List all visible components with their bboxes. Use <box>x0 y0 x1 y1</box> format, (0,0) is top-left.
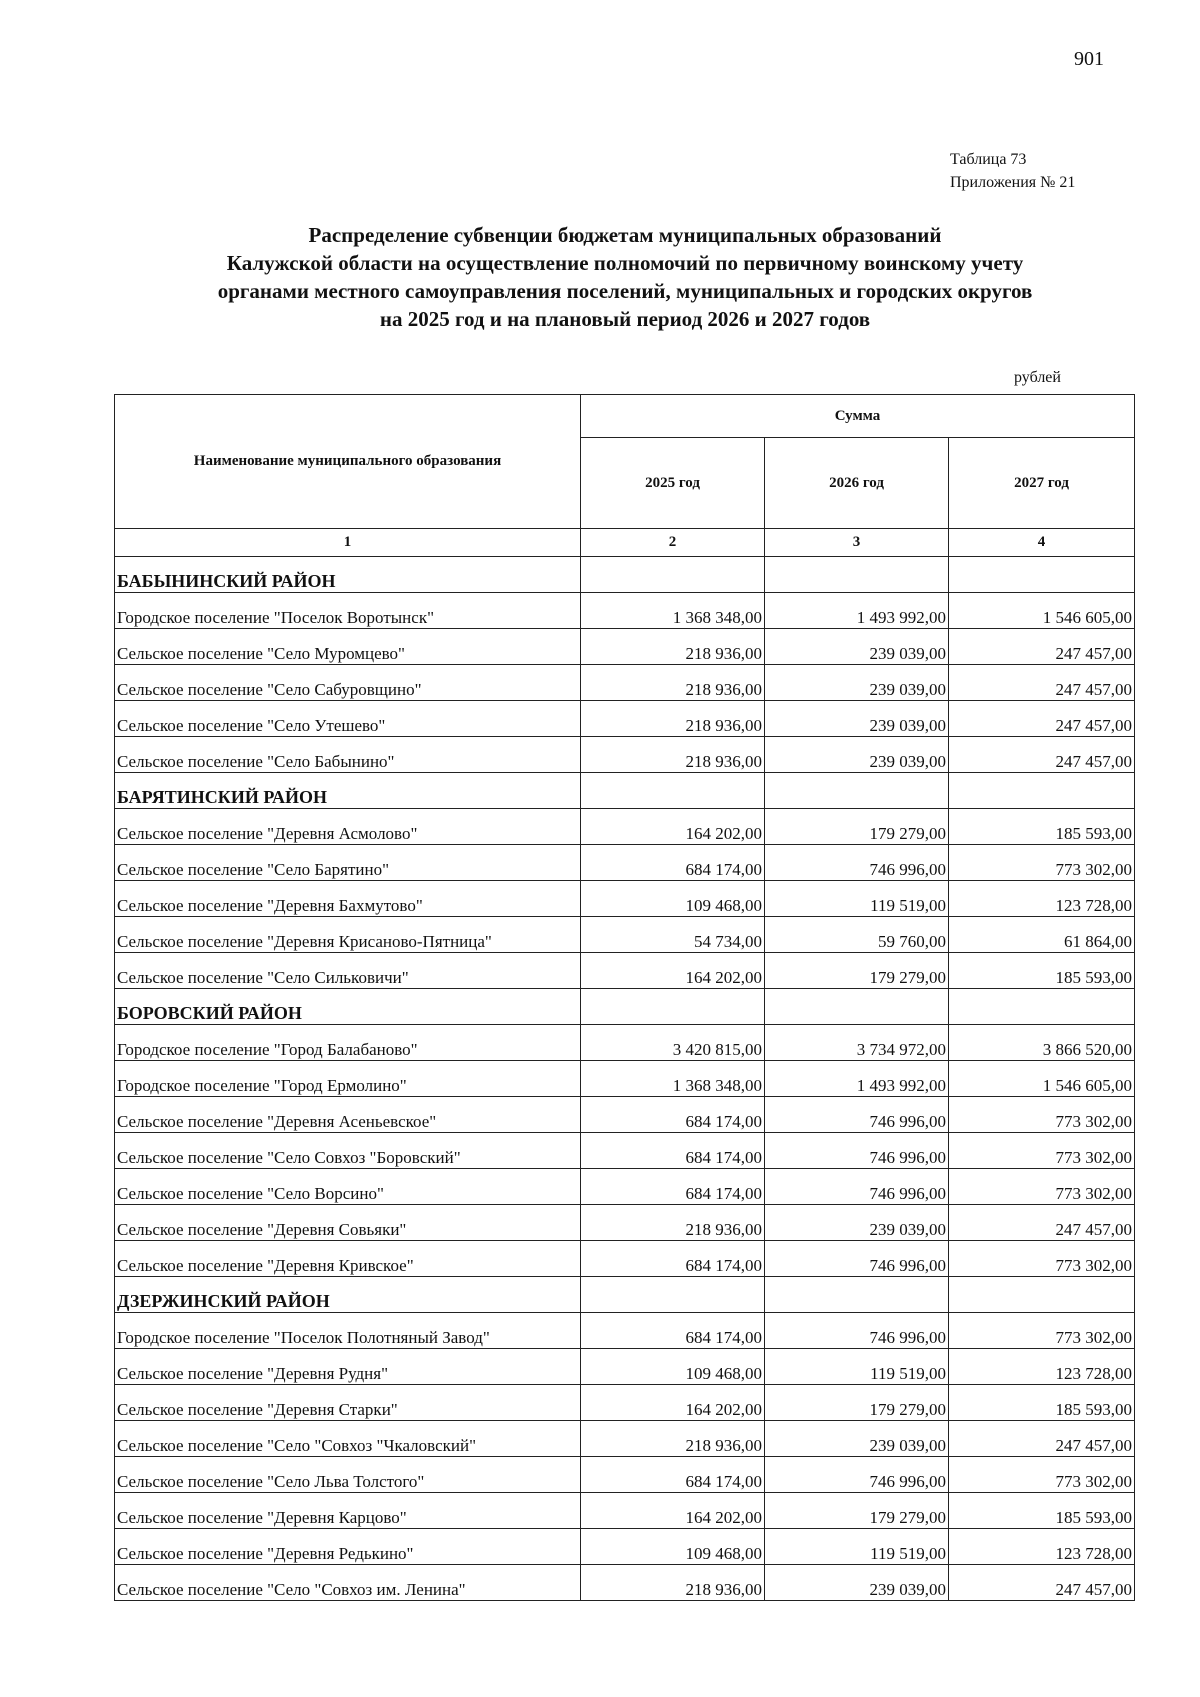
table-row <box>115 629 1135 665</box>
amount-2026: 239 039,00 <box>765 1421 949 1457</box>
header-sum: Сумма <box>581 395 1135 438</box>
table-row <box>115 737 1135 773</box>
amount-2025: 1 368 348,00 <box>581 593 765 629</box>
table-row <box>115 1457 1135 1493</box>
amount-2027: 1 546 605,00 <box>949 1061 1135 1097</box>
empty-cell <box>765 1277 949 1313</box>
amount-2026: 179 279,00 <box>765 1385 949 1421</box>
settlement-name: Сельское поселение "Деревня Бахмутово" <box>115 881 581 917</box>
amount-2025: 218 936,00 <box>581 1205 765 1241</box>
empty-cell <box>765 989 949 1025</box>
settlement-name: Сельское поселение "Село Муромцево" <box>115 629 581 665</box>
table-row <box>115 1529 1135 1565</box>
amount-2027: 247 457,00 <box>949 665 1135 701</box>
header-col-number: 1 <box>115 529 581 557</box>
amount-2025: 684 174,00 <box>581 1097 765 1133</box>
settlement-name: Сельское поселение "Деревня Карцово" <box>115 1493 581 1529</box>
table-row <box>115 1313 1135 1349</box>
table-row <box>115 809 1135 845</box>
amount-2025: 684 174,00 <box>581 1133 765 1169</box>
empty-cell <box>581 557 765 593</box>
table-row <box>115 917 1135 953</box>
table-row <box>115 881 1135 917</box>
settlement-name: Сельское поселение "Деревня Кривское" <box>115 1241 581 1277</box>
document-title <box>110 221 1140 333</box>
header-col-number: 3 <box>765 529 949 557</box>
amount-2025: 164 202,00 <box>581 1385 765 1421</box>
amount-2025: 684 174,00 <box>581 1313 765 1349</box>
table-row <box>115 1565 1135 1601</box>
amount-2027: 247 457,00 <box>949 701 1135 737</box>
amount-2027: 185 593,00 <box>949 1385 1135 1421</box>
amount-2027: 1 546 605,00 <box>949 593 1135 629</box>
amount-2026: 746 996,00 <box>765 1097 949 1133</box>
amount-2026: 239 039,00 <box>765 629 949 665</box>
settlement-name: Сельское поселение "Село Бабынино" <box>115 737 581 773</box>
amount-2026: 239 039,00 <box>765 665 949 701</box>
amount-2026: 239 039,00 <box>765 1565 949 1601</box>
settlement-name: Сельское поселение "Село "Совхоз "Чкаловский" <box>115 1421 581 1457</box>
amount-2026: 746 996,00 <box>765 1241 949 1277</box>
table-row <box>115 1385 1135 1421</box>
settlement-name: Городское поселение "Город Балабаново" <box>115 1025 581 1061</box>
amount-2026: 179 279,00 <box>765 809 949 845</box>
amount-2027: 185 593,00 <box>949 809 1135 845</box>
table-row <box>115 1061 1135 1097</box>
amount-2027: 773 302,00 <box>949 1169 1135 1205</box>
table-row <box>115 1169 1135 1205</box>
amount-2027: 3 866 520,00 <box>949 1025 1135 1061</box>
title-line-2: Калужской области на осуществление полномочий по первичному воинскому учету <box>226 251 1024 275</box>
settlement-name: Сельское поселение "Деревня Совьяки" <box>115 1205 581 1241</box>
table-ref-line-2: Приложения № 21 <box>950 174 1076 191</box>
table-row <box>115 665 1135 701</box>
amount-2026: 746 996,00 <box>765 1457 949 1493</box>
amount-2027: 247 457,00 <box>949 1205 1135 1241</box>
amount-2027: 247 457,00 <box>949 737 1135 773</box>
amount-2027: 773 302,00 <box>949 1133 1135 1169</box>
empty-cell <box>765 773 949 809</box>
header-2027: 2027 год <box>949 438 1135 529</box>
table-row <box>115 1097 1135 1133</box>
region-row <box>115 1277 1135 1313</box>
settlement-name: Сельское поселение "Село Сабуровщино" <box>115 665 581 701</box>
table-row <box>115 1133 1135 1169</box>
empty-cell <box>581 1277 765 1313</box>
amount-2027: 185 593,00 <box>949 953 1135 989</box>
title-line-3: органами местного самоуправления поселений, муниципальных и городских округов <box>217 279 1033 303</box>
amount-2026: 746 996,00 <box>765 845 949 881</box>
settlement-name: Сельское поселение "Село Льва Толстого" <box>115 1457 581 1493</box>
amount-2025: 164 202,00 <box>581 809 765 845</box>
table-row <box>115 1205 1135 1241</box>
empty-cell <box>949 1277 1135 1313</box>
table-row <box>115 845 1135 881</box>
amount-2026: 119 519,00 <box>765 1529 949 1565</box>
settlement-name: Городское поселение "Город Ермолино" <box>115 1061 581 1097</box>
amount-2025: 218 936,00 <box>581 665 765 701</box>
settlement-name: Сельское поселение "Село Барятино" <box>115 845 581 881</box>
empty-cell <box>949 557 1135 593</box>
table-row <box>115 1493 1135 1529</box>
empty-cell <box>949 773 1135 809</box>
amount-2027: 247 457,00 <box>949 629 1135 665</box>
header-col-number: 4 <box>949 529 1135 557</box>
table-row <box>115 1241 1135 1277</box>
settlement-name: Сельское поселение "Село "Совхоз им. Ленина" <box>115 1565 581 1601</box>
amount-2026: 239 039,00 <box>765 737 949 773</box>
amount-2025: 109 468,00 <box>581 1349 765 1385</box>
header-2025: 2025 год <box>581 438 765 529</box>
amount-2026: 1 493 992,00 <box>765 1061 949 1097</box>
amount-2027: 247 457,00 <box>949 1421 1135 1457</box>
empty-cell <box>949 989 1135 1025</box>
amount-2025: 684 174,00 <box>581 1457 765 1493</box>
settlement-name: Сельское поселение "Деревня Асеньевское" <box>115 1097 581 1133</box>
header-name: Наименование муниципального образования <box>115 395 581 529</box>
header-2026: 2026 год <box>765 438 949 529</box>
region-row <box>115 557 1135 593</box>
amount-2025: 684 174,00 <box>581 1169 765 1205</box>
table-row <box>115 953 1135 989</box>
region-name: БОРОВСКИЙ РАЙОН <box>115 989 581 1025</box>
amount-2026: 746 996,00 <box>765 1169 949 1205</box>
settlement-name: Сельское поселение "Деревня Старки" <box>115 1385 581 1421</box>
amount-2027: 773 302,00 <box>949 1241 1135 1277</box>
settlement-name: Сельское поселение "Деревня Рудня" <box>115 1349 581 1385</box>
amount-2026: 239 039,00 <box>765 701 949 737</box>
amount-2025: 218 936,00 <box>581 629 765 665</box>
settlement-name: Сельское поселение "Деревня Асмолово" <box>115 809 581 845</box>
amount-2026: 3 734 972,00 <box>765 1025 949 1061</box>
region-row <box>115 773 1135 809</box>
settlement-name: Сельское поселение "Село Ворсино" <box>115 1169 581 1205</box>
amount-2025: 109 468,00 <box>581 881 765 917</box>
amount-2025: 3 420 815,00 <box>581 1025 765 1061</box>
title-line-4: на 2025 год и на плановый период 2026 и 2027 годов <box>379 307 871 331</box>
amount-2025: 54 734,00 <box>581 917 765 953</box>
table-row <box>115 1421 1135 1457</box>
amount-2027: 61 864,00 <box>949 917 1135 953</box>
amount-2027: 123 728,00 <box>949 881 1135 917</box>
region-name: ДЗЕРЖИНСКИЙ РАЙОН <box>115 1277 581 1313</box>
settlement-name: Сельское поселение "Село Сильковичи" <box>115 953 581 989</box>
table-row <box>115 593 1135 629</box>
amount-2026: 179 279,00 <box>765 953 949 989</box>
amount-2026: 119 519,00 <box>765 881 949 917</box>
table-row <box>115 1025 1135 1061</box>
title-line-1: Распределение субвенции бюджетам муниципальных образований <box>308 223 942 247</box>
region-row <box>115 989 1135 1025</box>
units-label: рублей <box>1014 369 1061 386</box>
amount-2025: 1 368 348,00 <box>581 1061 765 1097</box>
amount-2027: 773 302,00 <box>949 1097 1135 1133</box>
settlement-name: Сельское поселение "Село Совхоз "Боровский" <box>115 1133 581 1169</box>
amount-2027: 123 728,00 <box>949 1529 1135 1565</box>
amount-2026: 119 519,00 <box>765 1349 949 1385</box>
table-row <box>115 701 1135 737</box>
amount-2025: 109 468,00 <box>581 1529 765 1565</box>
amount-2027: 773 302,00 <box>949 1457 1135 1493</box>
empty-cell <box>581 989 765 1025</box>
amount-2026: 746 996,00 <box>765 1133 949 1169</box>
table-reference <box>950 148 1075 194</box>
amount-2026: 179 279,00 <box>765 1493 949 1529</box>
header-col-number: 2 <box>581 529 765 557</box>
settlement-name: Сельское поселение "Деревня Редькино" <box>115 1529 581 1565</box>
amount-2026: 59 760,00 <box>765 917 949 953</box>
settlement-name: Сельское поселение "Деревня Крисаново-Пятница" <box>115 917 581 953</box>
empty-cell <box>765 557 949 593</box>
amount-2025: 684 174,00 <box>581 1241 765 1277</box>
amount-2027: 773 302,00 <box>949 1313 1135 1349</box>
amount-2027: 247 457,00 <box>949 1565 1135 1601</box>
table-ref-line-1: Таблица 73 <box>950 151 1027 168</box>
region-name: БАРЯТИНСКИЙ РАЙОН <box>115 773 581 809</box>
amount-2025: 218 936,00 <box>581 737 765 773</box>
settlement-name: Сельское поселение "Село Утешево" <box>115 701 581 737</box>
amount-2027: 185 593,00 <box>949 1493 1135 1529</box>
page-number: 901 <box>1074 48 1104 70</box>
amount-2025: 218 936,00 <box>581 1565 765 1601</box>
empty-cell <box>581 773 765 809</box>
amount-2026: 239 039,00 <box>765 1205 949 1241</box>
amount-2027: 123 728,00 <box>949 1349 1135 1385</box>
amount-2027: 773 302,00 <box>949 845 1135 881</box>
settlement-name: Городское поселение "Поселок Полотняный Завод" <box>115 1313 581 1349</box>
amount-2025: 684 174,00 <box>581 845 765 881</box>
amount-2025: 164 202,00 <box>581 1493 765 1529</box>
amount-2026: 1 493 992,00 <box>765 593 949 629</box>
table-body <box>115 557 1135 1601</box>
table-row <box>115 1349 1135 1385</box>
amount-2025: 164 202,00 <box>581 953 765 989</box>
settlement-name: Городское поселение "Поселок Воротынск" <box>115 593 581 629</box>
region-name: БАБЫНИНСКИЙ РАЙОН <box>115 557 581 593</box>
amount-2025: 218 936,00 <box>581 1421 765 1457</box>
amount-2026: 746 996,00 <box>765 1313 949 1349</box>
subvention-table <box>114 394 1135 1601</box>
amount-2025: 218 936,00 <box>581 701 765 737</box>
